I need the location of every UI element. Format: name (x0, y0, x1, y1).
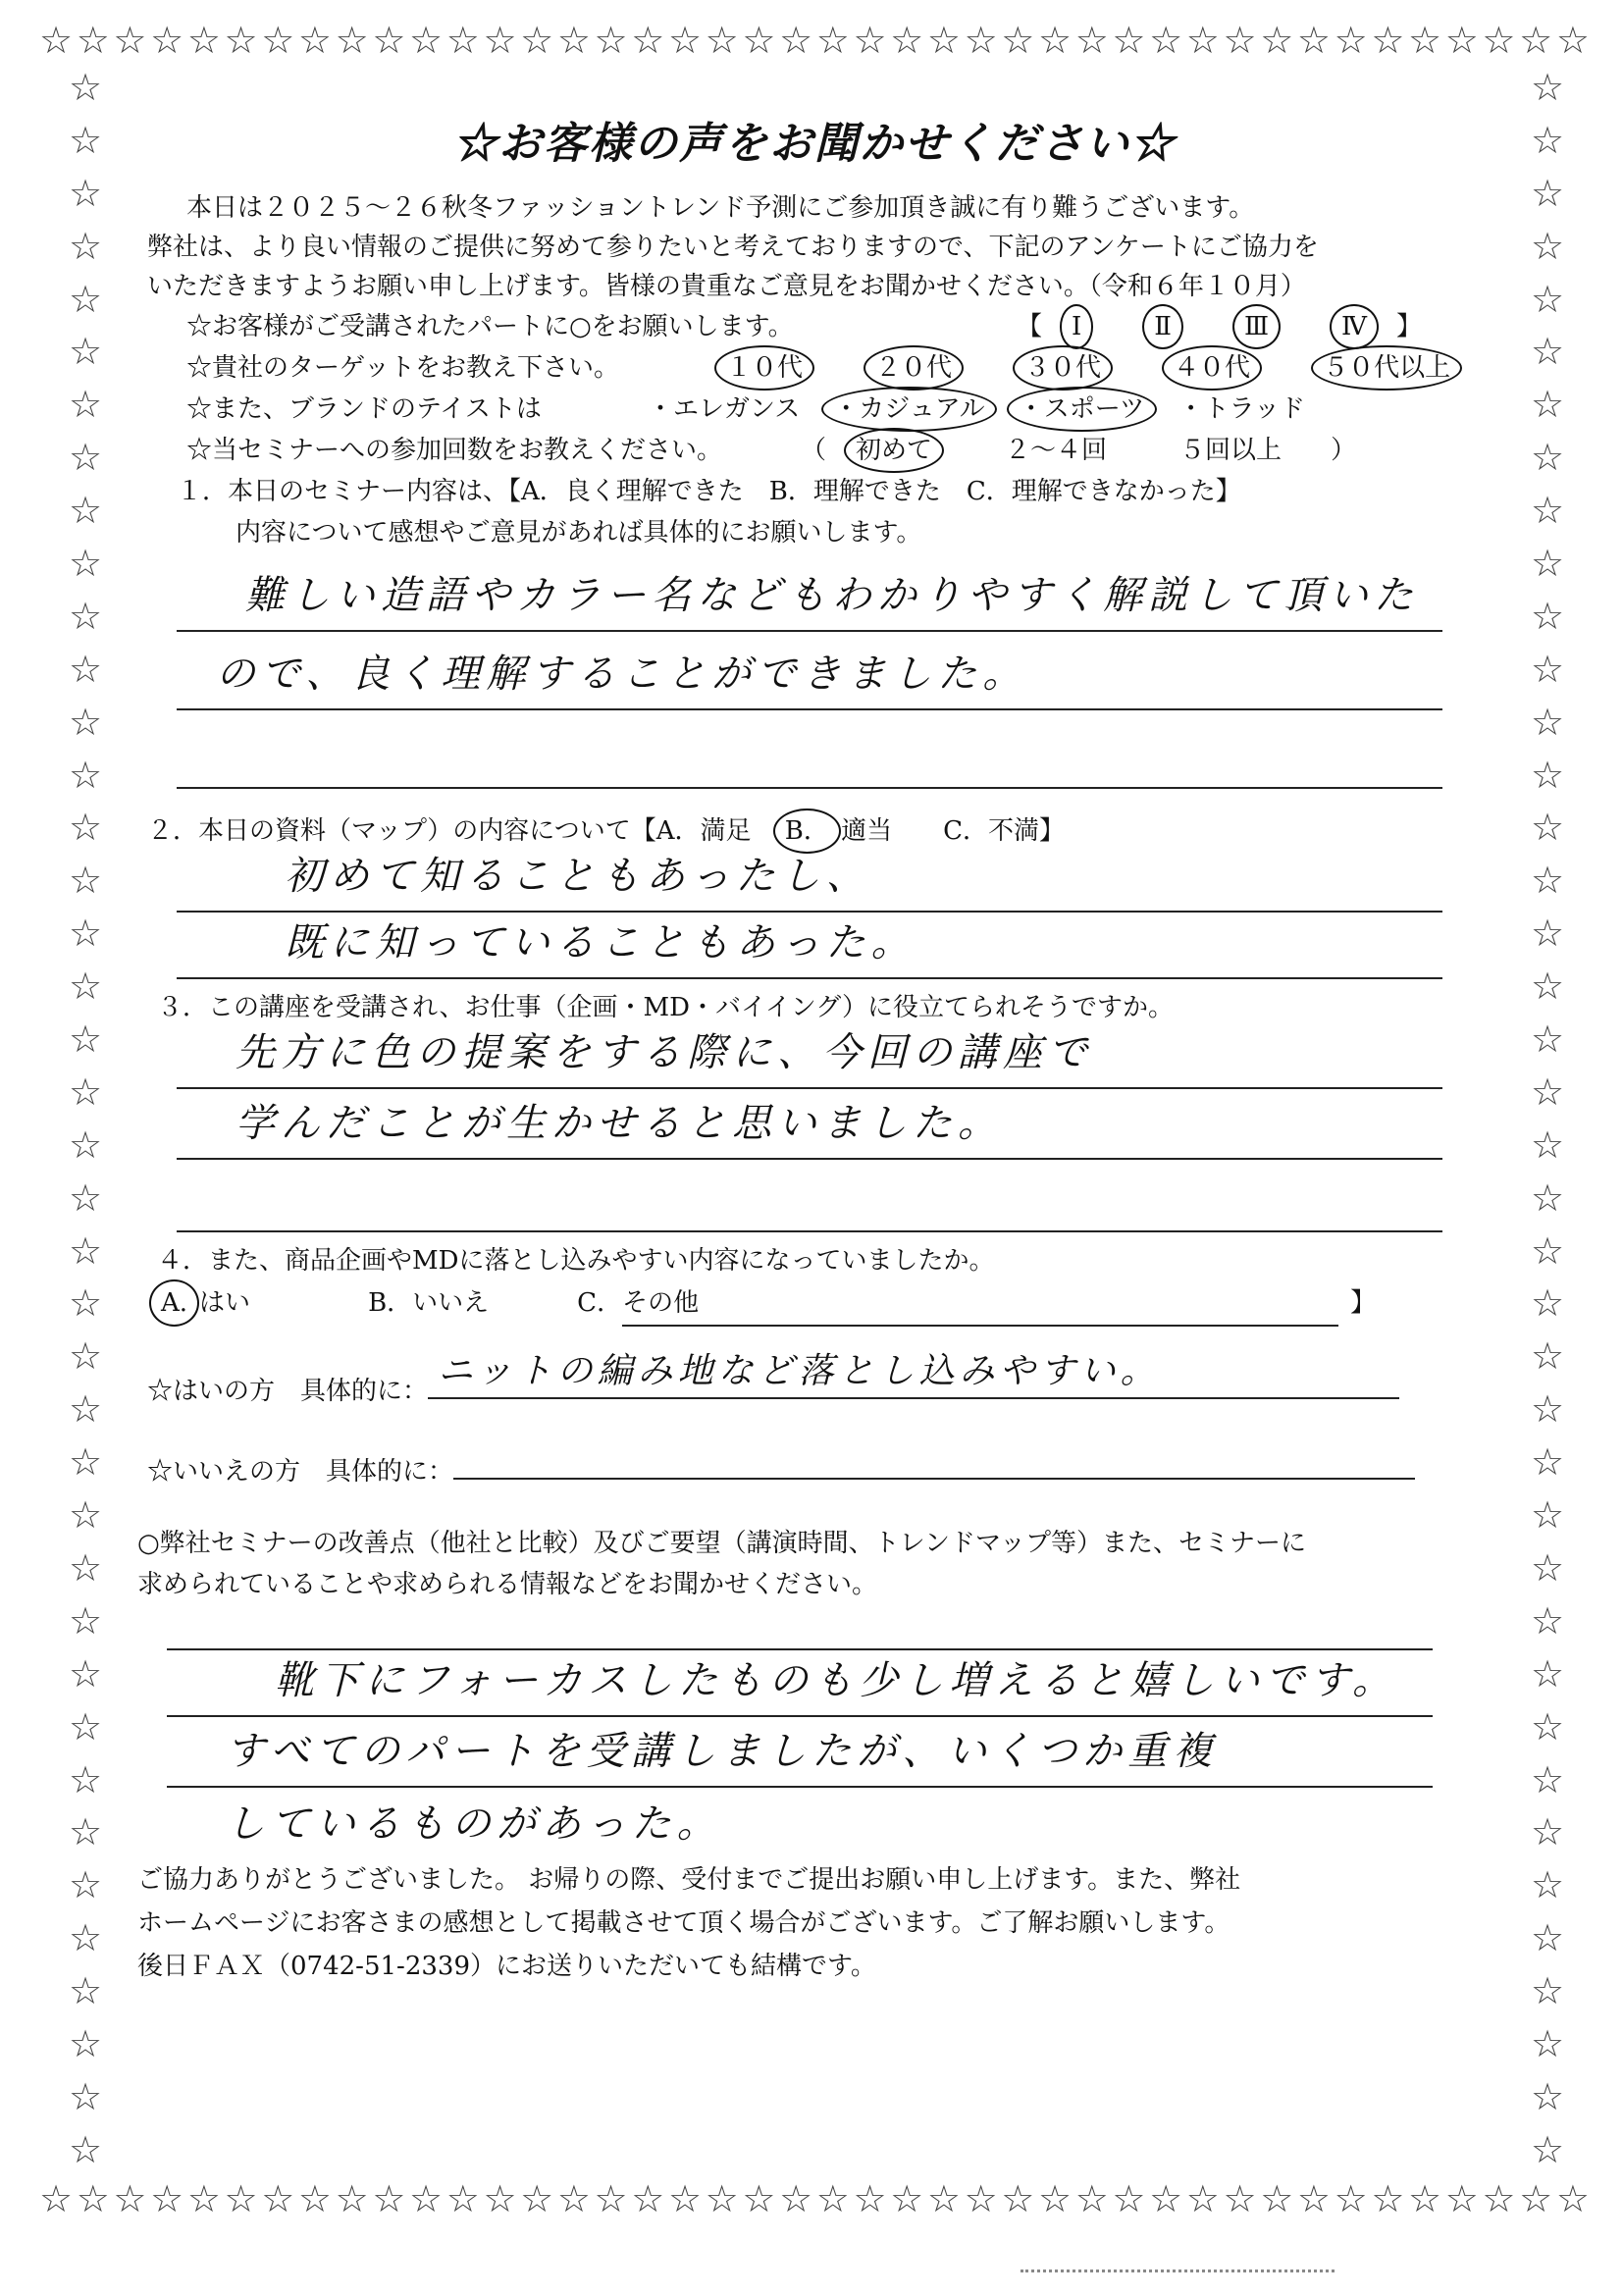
handwritten-answer: 既に知っていることもあった。 (285, 920, 916, 965)
answer-line (177, 913, 1442, 979)
answer-line (177, 710, 1442, 789)
star-icon: ☆ (1531, 2074, 1565, 2118)
star-icon: ☆ (409, 2177, 444, 2220)
star-icon: ☆ (815, 19, 850, 62)
star-icon: ☆ (69, 171, 103, 215)
star-icon: ☆ (1371, 19, 1405, 62)
star-icon: ☆ (1037, 2177, 1073, 2220)
answer-line (177, 1089, 1442, 1160)
parts-row (186, 306, 1482, 347)
star-icon: ☆ (69, 542, 103, 586)
star-icon: ☆ (1531, 859, 1565, 903)
star-icon: ☆ (1074, 2177, 1109, 2220)
star-icon: ☆ (1149, 2177, 1183, 2220)
star-icon: ☆ (1531, 912, 1565, 956)
intro-line: いただきますようお願い申し上げます。皆様の貴重なご意見をお聞かせください。（令和６年１０月） (147, 272, 1306, 301)
q3-answer-area[interactable] (177, 1028, 1442, 1232)
answer-line (167, 1650, 1433, 1717)
star-icon: ☆ (631, 2177, 665, 2220)
star-icon: ☆ (1408, 2177, 1442, 2220)
star-icon: ☆ (815, 2177, 850, 2220)
star-icon: ☆ (1531, 277, 1565, 321)
star-icon: ☆ (1531, 1440, 1565, 1485)
star-icon: ☆ (853, 2177, 887, 2220)
star-icon: ☆ (69, 1863, 103, 1907)
star-icon: ☆ (1531, 1916, 1565, 1960)
star-icon: ☆ (39, 19, 74, 62)
star-icon: ☆ (445, 2177, 480, 2220)
star-icon: ☆ (69, 330, 103, 374)
star-icon: ☆ (69, 1757, 103, 1801)
star-icon: ☆ (926, 2177, 961, 2220)
scan-artifact (1021, 2270, 1335, 2276)
star-icon: ☆ (779, 2177, 813, 2220)
q4-yes-row (147, 1348, 1482, 1413)
star-icon: ☆ (224, 19, 258, 62)
intro-line: 弊社は、より良い情報のご提供に努めて参りたいと考えておりますので、下記のアンケートにご協力を (147, 233, 1319, 262)
star-icon: ☆ (1074, 19, 1109, 62)
page-title: ☆お客様の声をお聞かせください☆ (453, 119, 1176, 169)
survey-form (137, 108, 1482, 1988)
star-icon: ☆ (1260, 2177, 1294, 2220)
star-icon: ☆ (1531, 489, 1565, 533)
star-icon: ☆ (1531, 965, 1565, 1009)
star-icon: ☆ (261, 2177, 295, 2220)
star-icon: ☆ (69, 1704, 103, 1748)
target-option-40s[interactable]: ４０代 (1170, 347, 1254, 389)
star-icon: ☆ (69, 1545, 103, 1590)
star-icon: ☆ (1037, 19, 1073, 62)
taste-label: ☆また、ブランドのテイストは (186, 394, 542, 424)
star-icon: ☆ (297, 19, 332, 62)
star-icon: ☆ (1531, 1018, 1565, 1062)
count-option-first[interactable]: 初めて (852, 430, 936, 471)
star-icon: ☆ (1531, 66, 1565, 109)
bracket-open: 【 (1017, 312, 1043, 341)
star-icon: ☆ (1112, 19, 1146, 62)
q5-answer-area[interactable] (167, 1605, 1433, 1858)
star-icon: ☆ (1185, 2177, 1220, 2220)
star-icon: ☆ (1531, 700, 1565, 744)
star-icon: ☆ (69, 912, 103, 956)
star-icon: ☆ (1531, 1863, 1565, 1907)
star-icon: ☆ (69, 489, 103, 533)
star-icon: ☆ (1531, 118, 1565, 162)
star-icon: ☆ (1531, 171, 1565, 215)
star-icon: ☆ (1531, 1704, 1565, 1748)
star-icon: ☆ (964, 19, 998, 62)
q4-other-field[interactable] (622, 1281, 1338, 1327)
q4-option-c[interactable]: C． (577, 1288, 623, 1318)
handwritten-answer: 靴下にフォーカスしたものも少し増えると嬉しいです。 (275, 1658, 1397, 1703)
star-icon: ☆ (69, 1387, 103, 1432)
q4-yes-field[interactable] (428, 1348, 1399, 1399)
star-icon: ☆ (297, 2177, 332, 2220)
target-option-10s[interactable]: １０代 (722, 347, 807, 389)
star-icon: ☆ (1531, 1598, 1565, 1643)
star-icon: ☆ (76, 19, 110, 62)
parts-label: ☆お客様がご受講されたパートに○をお願いします。 (186, 312, 794, 341)
star-icon: ☆ (186, 19, 221, 62)
q4-option-a[interactable]: A. (157, 1281, 191, 1325)
star-icon: ☆ (1531, 1070, 1565, 1114)
star-icon: ☆ (1531, 806, 1565, 850)
answer-line (167, 1788, 1433, 1858)
star-icon: ☆ (779, 19, 813, 62)
star-icon: ☆ (69, 1122, 103, 1167)
handwritten-answer: ニットの編み地など落とし込みやすい。 (438, 1351, 1161, 1391)
star-icon: ☆ (69, 66, 103, 109)
star-icon: ☆ (1555, 2177, 1590, 2220)
q4-options (147, 1281, 1482, 1327)
target-option-20s[interactable]: ２０代 (871, 347, 956, 389)
footer-line: ご協力ありがとうございました。 お帰りの際、受付までご提出お願い申し上げます。また、弊社 (137, 1865, 1241, 1895)
question-4 (147, 1240, 1482, 1493)
q1-answer-area[interactable] (177, 553, 1442, 789)
star-icon: ☆ (742, 2177, 776, 2220)
taste-option-trad[interactable]: ・トラッド (1178, 394, 1306, 424)
q4-no-row (147, 1438, 1482, 1493)
answer-line (177, 852, 1442, 913)
star-icon: ☆ (372, 2177, 406, 2220)
star-icon: ☆ (1531, 1281, 1565, 1326)
handwritten-answer: ので、良く理解することができました。 (216, 652, 1028, 697)
star-icon: ☆ (69, 118, 103, 162)
q2-option-b[interactable]: B． (781, 810, 833, 852)
star-icon: ☆ (261, 19, 295, 62)
star-icon: ☆ (520, 19, 554, 62)
q4-yes-label: ☆はいの方 具体的に： (147, 1377, 429, 1406)
star-icon: ☆ (69, 1493, 103, 1538)
star-icon: ☆ (69, 1969, 103, 2013)
handwritten-answer: 初めて知ることもあったし、 (285, 854, 871, 899)
star-icon: ☆ (705, 19, 739, 62)
q4-option-b[interactable]: B．いいえ (368, 1288, 490, 1318)
question-1 (147, 471, 1482, 789)
star-icon: ☆ (69, 1018, 103, 1062)
star-icon: ☆ (667, 2177, 703, 2220)
question-2 (147, 810, 1482, 979)
bracket-close: 】 (1396, 312, 1423, 341)
answer-line (177, 553, 1442, 632)
footer-note (137, 1858, 1482, 1988)
star-icon: ☆ (556, 19, 591, 62)
star-icon: ☆ (1555, 19, 1590, 62)
star-icon: ☆ (1531, 383, 1565, 427)
star-icon: ☆ (113, 2177, 147, 2220)
star-icon: ☆ (520, 2177, 554, 2220)
q4-bracket-close: 】 (1350, 1288, 1377, 1318)
q3-question: ３．この講座を受講され、お仕事（企画・MD・バイイング）に役立てられそうですか。 (157, 993, 1174, 1022)
handwritten-answer: 先方に色の提案をする際に、今回の講座で (236, 1030, 1093, 1075)
q5-question: ○弊社セミナーの改善点（他社と比較）及びご要望（講演時間、トレンドマップ等）また、セミナーに (137, 1529, 1306, 1558)
star-icon: ☆ (69, 1228, 103, 1273)
footer-line: ホームページにお客さまの感想として掲載させて頂く場合がございます。ご了解お願いします。 (137, 1908, 1230, 1938)
count-label: ☆当セミナーへの参加回数をお教えください。 (186, 436, 723, 465)
star-icon: ☆ (1531, 330, 1565, 374)
answer-line (167, 1717, 1433, 1788)
star-icon: ☆ (1112, 2177, 1146, 2220)
star-icon: ☆ (1334, 19, 1368, 62)
star-icon: ☆ (1531, 1334, 1565, 1379)
answer-line (177, 1028, 1442, 1089)
star-icon: ☆ (1531, 1387, 1565, 1432)
q4-question: ４．また、商品企画やMDに落とし込みやすい内容になっていましたか。 (157, 1246, 995, 1276)
target-label: ☆貴社のターゲットをお教え下さい。 (186, 353, 619, 383)
star-border-top (39, 19, 1590, 62)
star-icon: ☆ (556, 2177, 591, 2220)
star-border-left (69, 66, 103, 2171)
star-icon: ☆ (224, 2177, 258, 2220)
part-option-1[interactable]: Ⅰ (1068, 306, 1085, 347)
paren-open: （ (801, 436, 827, 465)
star-icon: ☆ (1531, 753, 1565, 797)
handwritten-answer: しているものがあった。 (226, 1801, 722, 1847)
star-icon: ☆ (1531, 436, 1565, 480)
part-option-3[interactable]: Ⅲ (1240, 306, 1273, 347)
star-icon: ☆ (69, 2127, 103, 2171)
star-icon: ☆ (1531, 2127, 1565, 2171)
q5-question: 求められていることや求められる情報などをお聞かせください。 (137, 1570, 878, 1599)
star-icon: ☆ (926, 19, 961, 62)
star-icon: ☆ (853, 19, 887, 62)
footer-line: 後日ＦＡＸ（0742-51-2339）にお送りいただいても結構です。 (137, 1952, 876, 1981)
taste-option-casual[interactable]: ・カジュアル (829, 389, 988, 430)
star-icon: ☆ (1408, 19, 1442, 62)
star-icon: ☆ (69, 1651, 103, 1696)
taste-row (186, 389, 1482, 430)
star-icon: ☆ (1531, 1545, 1565, 1590)
star-icon: ☆ (69, 2021, 103, 2065)
star-icon: ☆ (890, 2177, 924, 2220)
star-icon: ☆ (1531, 1969, 1565, 2013)
star-icon: ☆ (1371, 2177, 1405, 2220)
star-icon: ☆ (69, 1916, 103, 1960)
count-option-2-4[interactable]: ２～４回 (1005, 436, 1108, 465)
star-icon: ☆ (1531, 224, 1565, 268)
star-icon: ☆ (69, 1810, 103, 1854)
star-icon: ☆ (1001, 19, 1035, 62)
intro-text (147, 188, 1482, 306)
star-icon: ☆ (150, 2177, 184, 2220)
star-icon: ☆ (69, 594, 103, 638)
q4-no-label: ☆いいえの方 具体的に： (147, 1457, 454, 1487)
star-border-right (1531, 66, 1565, 2171)
star-icon: ☆ (1531, 1810, 1565, 1854)
q2-question-suffix: 適当 C．不満】 (841, 816, 1066, 846)
star-icon: ☆ (39, 2177, 74, 2220)
star-icon: ☆ (1223, 19, 1257, 62)
star-icon: ☆ (1260, 19, 1294, 62)
star-icon: ☆ (1531, 1228, 1565, 1273)
star-icon: ☆ (1531, 594, 1565, 638)
star-icon: ☆ (69, 753, 103, 797)
star-icon: ☆ (69, 700, 103, 744)
q1-question: １．本日のセミナー内容は、【A．良く理解できた B．理解できた C．理解できなかった】 (177, 477, 1241, 506)
star-icon: ☆ (483, 19, 517, 62)
star-icon: ☆ (1334, 2177, 1368, 2220)
star-icon: ☆ (1531, 1493, 1565, 1538)
star-icon: ☆ (1531, 2021, 1565, 2065)
star-icon: ☆ (76, 2177, 110, 2220)
star-icon: ☆ (69, 2074, 103, 2118)
target-option-50s[interactable]: ５０代以上 (1319, 347, 1454, 389)
star-icon: ☆ (742, 19, 776, 62)
star-icon: ☆ (1531, 1757, 1565, 1801)
star-icon: ☆ (409, 19, 444, 62)
q4-option-a-text: はい (199, 1288, 251, 1318)
handwritten-answer: 学んだことが生かせると思いました。 (236, 1101, 1003, 1146)
target-row (186, 347, 1482, 389)
star-icon: ☆ (69, 1440, 103, 1485)
star-icon: ☆ (69, 1281, 103, 1326)
handwritten-answer: 難しい造語やカラー名などもわかりやすく解説して頂いた (245, 573, 1419, 618)
profile-section (147, 306, 1482, 471)
q4-other-text: その他 (622, 1288, 700, 1318)
star-icon: ☆ (69, 859, 103, 903)
star-icon: ☆ (69, 1070, 103, 1114)
star-icon: ☆ (594, 19, 628, 62)
star-icon: ☆ (372, 19, 406, 62)
star-icon: ☆ (1223, 2177, 1257, 2220)
star-icon: ☆ (1482, 2177, 1516, 2220)
answer-line (177, 1160, 1442, 1232)
count-option-5plus[interactable]: ５回以上 (1179, 436, 1283, 465)
part-option-4[interactable]: Ⅳ (1337, 306, 1371, 347)
q2-question-prefix: ２．本日の資料（マップ）の内容について【A．満足 (147, 816, 752, 846)
part-option-2[interactable]: Ⅱ (1150, 306, 1176, 347)
star-icon: ☆ (1296, 2177, 1331, 2220)
star-icon: ☆ (1001, 2177, 1035, 2220)
intro-line: 本日は２０２５～２６秋冬ファッショントレンド予測にご参加頂き誠に有り難うございます。 (186, 193, 1255, 223)
star-icon: ☆ (69, 383, 103, 427)
star-icon: ☆ (335, 19, 369, 62)
star-icon: ☆ (594, 2177, 628, 2220)
star-icon: ☆ (1149, 19, 1183, 62)
paren-close: ） (1331, 436, 1357, 465)
star-icon: ☆ (890, 19, 924, 62)
star-border-bottom (39, 2177, 1590, 2220)
star-icon: ☆ (69, 1598, 103, 1643)
star-icon: ☆ (1519, 19, 1553, 62)
question-3 (147, 987, 1482, 1232)
star-icon: ☆ (964, 2177, 998, 2220)
q1-sub: 内容について感想やご意見があれば具体的にお願いします。 (236, 518, 922, 548)
star-icon: ☆ (113, 19, 147, 62)
star-icon: ☆ (483, 2177, 517, 2220)
star-icon: ☆ (667, 19, 703, 62)
answer-line (177, 632, 1442, 710)
star-icon: ☆ (69, 806, 103, 850)
star-icon: ☆ (631, 19, 665, 62)
star-icon: ☆ (69, 965, 103, 1009)
star-icon: ☆ (69, 277, 103, 321)
star-icon: ☆ (705, 2177, 739, 2220)
taste-option-sports[interactable]: ・スポーツ (1015, 389, 1149, 430)
handwritten-answer: すべてのパートを受講しましたが、いくつか重複 (226, 1729, 1219, 1774)
star-icon: ☆ (1519, 2177, 1553, 2220)
question-5 (137, 1523, 1482, 1858)
star-icon: ☆ (150, 19, 184, 62)
taste-option-elegance[interactable]: ・エレガンス (648, 394, 801, 424)
target-option-30s[interactable]: ３０代 (1021, 347, 1105, 389)
star-icon: ☆ (445, 19, 480, 62)
count-row (186, 430, 1482, 471)
star-icon: ☆ (1531, 1651, 1565, 1696)
q4-no-field[interactable] (453, 1438, 1415, 1480)
star-icon: ☆ (1444, 19, 1479, 62)
q2-answer-area[interactable] (177, 852, 1442, 979)
answer-line (167, 1605, 1433, 1650)
star-icon: ☆ (1531, 1175, 1565, 1220)
star-icon: ☆ (69, 1334, 103, 1379)
star-icon: ☆ (1531, 1122, 1565, 1167)
star-icon: ☆ (335, 2177, 369, 2220)
star-icon: ☆ (1296, 19, 1331, 62)
star-icon: ☆ (1185, 19, 1220, 62)
star-icon: ☆ (69, 436, 103, 480)
star-icon: ☆ (69, 1175, 103, 1220)
star-icon: ☆ (1531, 647, 1565, 691)
star-icon: ☆ (1444, 2177, 1479, 2220)
star-icon: ☆ (1531, 542, 1565, 586)
star-icon: ☆ (186, 2177, 221, 2220)
star-icon: ☆ (1482, 19, 1516, 62)
star-icon: ☆ (69, 647, 103, 691)
star-icon: ☆ (69, 224, 103, 268)
